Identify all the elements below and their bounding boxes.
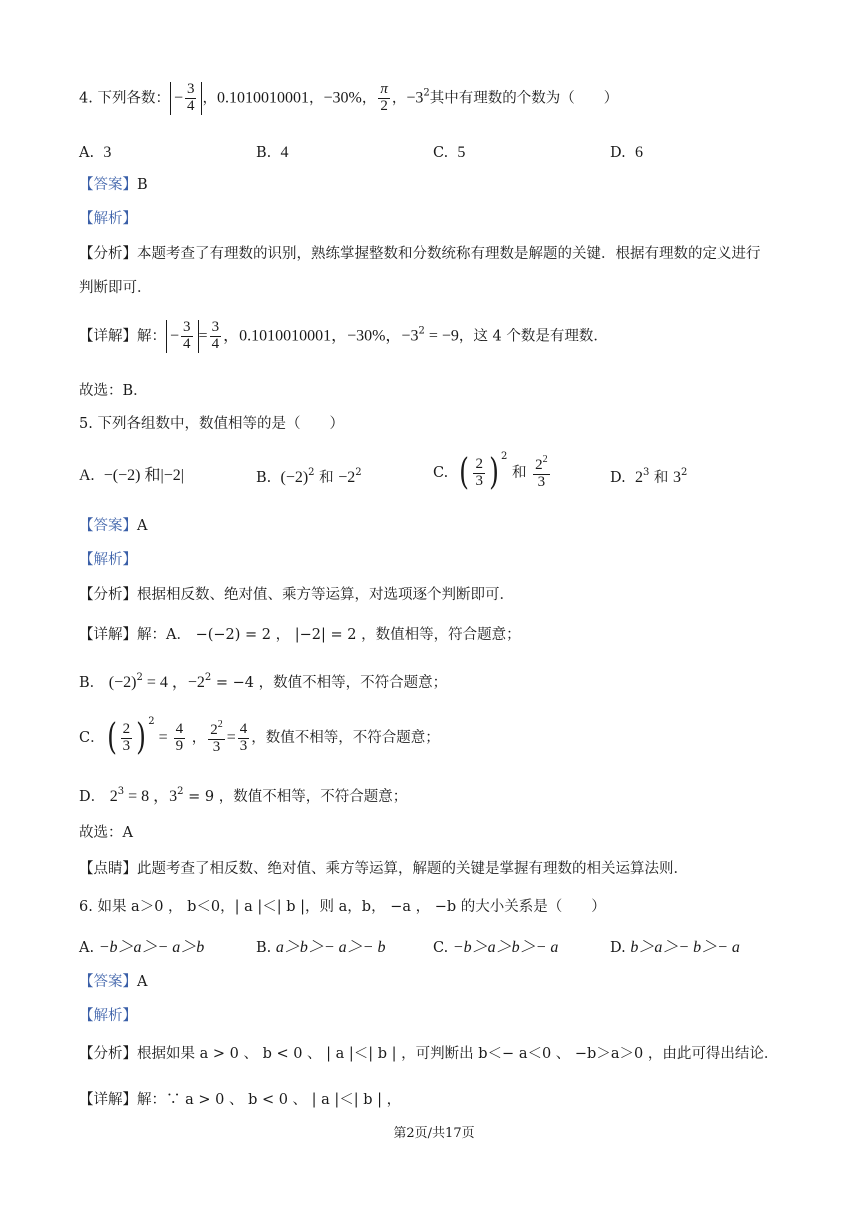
- q4-choose: 故选：B．: [79, 383, 148, 399]
- q4-option-d: D. 6: [610, 144, 643, 161]
- q6-option-a: A. −b＞a＞− a＞b: [79, 939, 205, 956]
- q6-answer: 【答案】A: [79, 974, 148, 990]
- q5-option-c: C. ( $\frac{2}{3}$ ) $^2$ 和 $\frac{2^2}{3}$: [433, 451, 548, 493]
- q5-dianjing: 【点睛】此题考查了相反数、绝对值、乘方等运算，解题的关键是掌握有理数的相关运算法则．: [79, 861, 688, 877]
- q4-option-c: C. 5: [433, 144, 466, 161]
- q5-analysis: 【解析】: [79, 552, 137, 568]
- q5-line-d: D． $2^3 = 8$ ，$3^2 = 9$ ，数值不相等，不符合题意；: [79, 786, 408, 805]
- q4-option-b: B. 4: [256, 144, 289, 161]
- q4-fenxi-1: 【分析】本题考查了有理数的识别，熟练掌握整数和分数统称有理数是解题的关键．根据有理数的定义进行: [79, 246, 761, 262]
- q5-option-d: D. $2^3$ 和 $3^2$: [610, 467, 688, 486]
- q5-answer: 【答案】A: [79, 518, 148, 534]
- q4-option-a: A. 3: [79, 144, 112, 161]
- q6-stem: 6. 如果 a＞0 ， b＜0，| a |＜| b |，则 a，b， −a ， −b 的大小关系是（ ）: [79, 899, 606, 915]
- q4-answer: 【答案】B: [79, 177, 148, 193]
- q5-choose: 故选：A: [79, 825, 133, 841]
- q4-stem-prefix: 4. 下列各数：: [79, 90, 170, 107]
- q4-fenxi-2: 判断即可．: [79, 280, 152, 296]
- q6-option-b: B. a＞b＞− a＞− b: [256, 939, 386, 956]
- q5-line-b: B． $(-2)^2 = 4$ ，$-2^2 = -4$ ，数值不相等，不符合题意；: [79, 672, 448, 691]
- q6-analysis: 【解析】: [79, 1008, 137, 1024]
- q5-xiangjie-a: 【详解】解：A． −(−2) = 2 ， |−2| = 2 ，数值相等，符合题意；: [79, 627, 521, 643]
- q6-xiangjie: 【详解】解：∵ a > 0 、 b < 0 、 | a |＜| b | ，: [79, 1092, 402, 1108]
- q6-fenxi: 【分析】根据如果 a > 0 、 b < 0 、 | a |＜| b | ，可判断出 b＜− a＜0 、 −b＞a＞0 ，由此可得出结论．: [79, 1046, 779, 1062]
- q4-xiangjie: 【详解】解： − $\frac{3}{4}$ = $\frac{3}{4}$ ，0.1010010001，−30%，$-3^2 = -9$，这 4 个数是有理数．: [79, 319, 608, 352]
- q5-option-a: A. −(−2) 和|−2|: [79, 467, 184, 484]
- q6-option-d: D. b＞a＞− b＞− a: [610, 939, 740, 956]
- q6-option-c: C. −b＞a＞b＞− a: [433, 939, 559, 956]
- q4-stem: 4. 下列各数： − $\frac{3}{4}$ ，0.1010010001，−30%， $\frac{\pi}{2}$ ，$-3^2$其中有理数的个数为（ ）: [79, 81, 619, 114]
- q5-stem: 5. 下列各组数中，数值相等的是（ ）: [79, 416, 344, 432]
- page-footer: 第2页/共17页: [393, 1126, 475, 1141]
- q4-pi-fraction: $\frac{\pi}{2}$: [380, 81, 388, 114]
- q5-line-c: C．( $\frac{2}{3}$ ) $^2$ = $\frac{4}{9}$ ， $\frac{2^2}{3}$ = $\frac{4}{3}$ ，数值不相等，不符合题意；: [79, 716, 440, 758]
- q4-abs-fraction: − $\frac{3}{4}$: [170, 82, 203, 115]
- q5-fenxi: 【分析】根据相反数、绝对值、乘方等运算，对选项逐个判断即可．: [79, 587, 514, 603]
- q4-analysis: 【解析】: [79, 211, 137, 227]
- q5-option-b: B. $(-2)^2$ 和 $-2^2$: [256, 467, 362, 486]
